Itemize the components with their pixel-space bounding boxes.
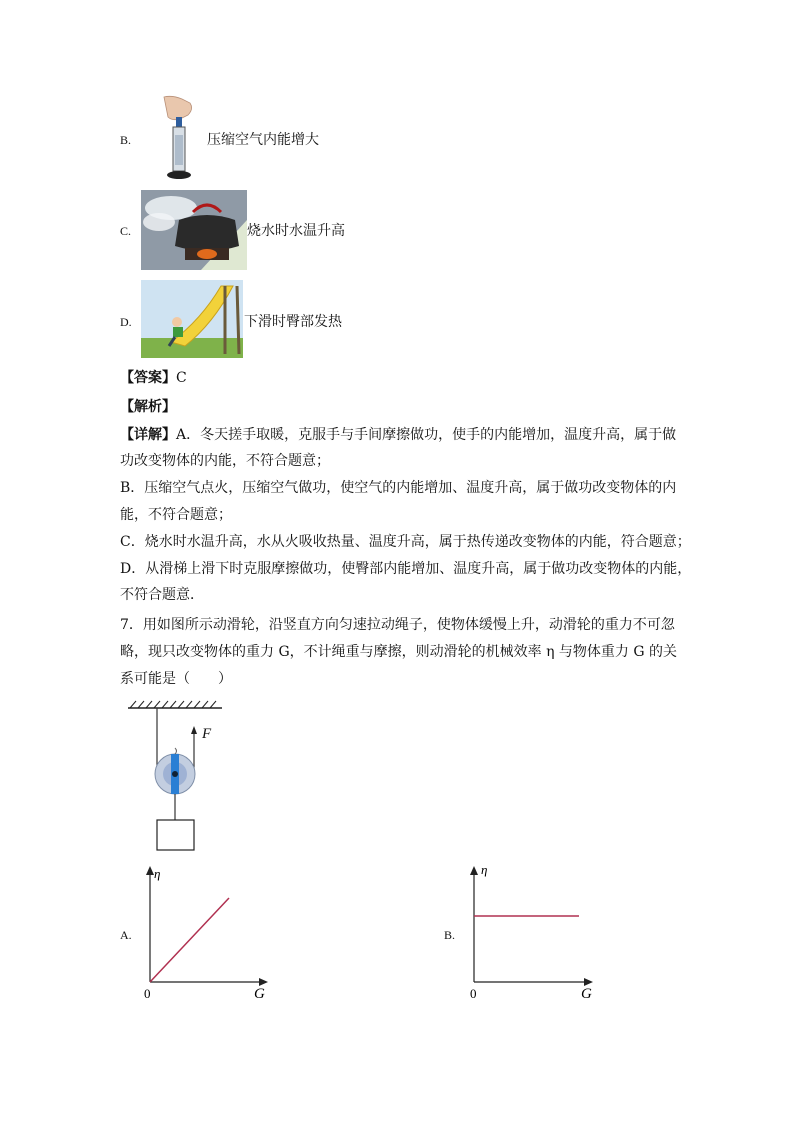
pump-compress-illustration [150, 95, 200, 185]
kettle-boiling-illustration [141, 190, 247, 270]
answer-line [120, 368, 187, 388]
graph-a-origin: 0 [144, 986, 151, 1001]
graph-b-letter: B. [444, 928, 456, 942]
question7-line-3: 系可能是（ ） [120, 671, 232, 687]
option-b-caption: 压缩空气内能增大 [207, 132, 319, 148]
question7-line-2: 略，现只改变物体的重力 G，不计绳重与摩擦，则动滑轮的机械效率 η 与物体重力 G 的关 [120, 644, 678, 660]
question7-line-1: 7．用如图所示动滑轮，沿竖直方向匀速拉动绳子，使物体缓慢上升，动滑轮的重力不可忽 [120, 617, 675, 633]
detail-label: 【详解】 [120, 427, 176, 443]
analysis-label: 【解析】 [120, 399, 176, 415]
pulley-force-label: F [202, 726, 212, 742]
option-c-caption: 烧水时水温升高 [247, 223, 345, 239]
graph-a [140, 860, 270, 1005]
answer-value: C [176, 370, 187, 386]
slide-child-illustration [141, 280, 243, 358]
answer-label: 【答案】 [120, 370, 176, 386]
detail-line-3: B．压缩空气点火，压缩空气做功，使空气的内能增加、温度升高，属于做功改变物体的内 [120, 480, 677, 496]
option-d-letter: D. [120, 315, 132, 329]
detail-line-4: 能，不符合题意； [120, 507, 232, 523]
detail-line-7: 不符合题意． [120, 587, 204, 603]
graph-a-y-label: η [154, 866, 161, 881]
graph-a-x-label: G [254, 986, 265, 1002]
option-d-caption: 下滑时臀部发热 [244, 314, 342, 330]
detail-line-6: D．从滑梯上滑下时克服摩擦做功，使臀部内能增加、温度升高，属于做功改变物体的内能， [120, 561, 692, 577]
graph-b-x-label: G [581, 986, 592, 1002]
detail-line-1: 【详解】A．冬天搓手取暖，克服手与手间摩擦做功，使手的内能增加，温度升高，属于做 [120, 427, 677, 443]
detail-line-5: C．烧水时水温升高，水从火吸收热量、温度升高，属于热传递改变物体的内能，符合题意； [120, 534, 691, 550]
option-b-letter: B. [120, 133, 132, 147]
detail-line-2: 功改变物体的内能，不符合题意； [120, 453, 330, 469]
graph-b-origin: 0 [470, 986, 477, 1001]
graph-b-y-label: η [481, 862, 488, 877]
pulley-diagram [120, 698, 230, 853]
option-c-letter: C. [120, 224, 132, 238]
graph-a-letter: A. [120, 928, 132, 942]
graph-a-series-line [150, 898, 229, 982]
graph-b [465, 860, 600, 1005]
